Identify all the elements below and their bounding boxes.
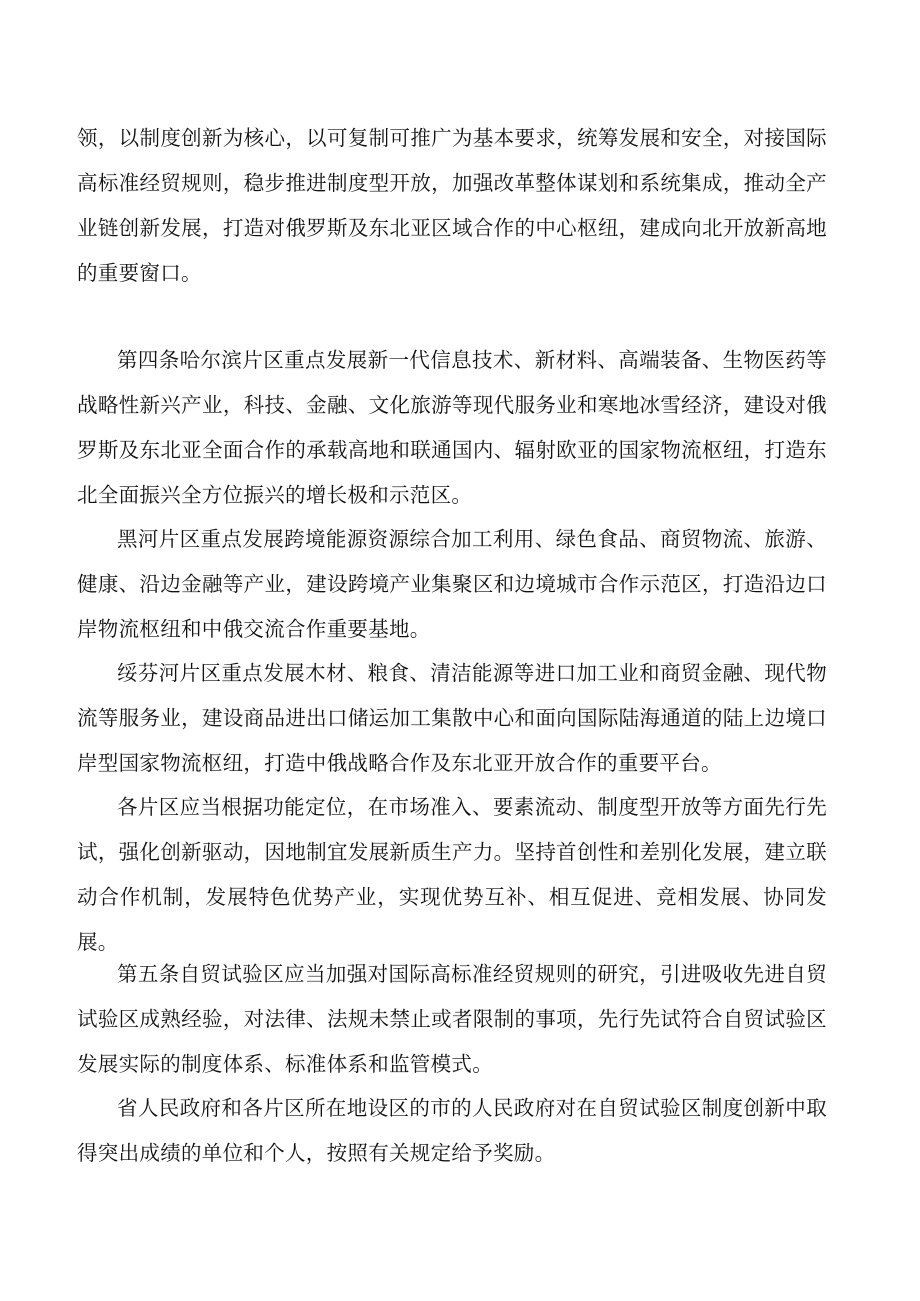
paragraph-article-5: 第五条自贸试验区应当加强对国际高标准经贸规则的研究，引进吸收先进自贸试验区成熟经验，对法律、法规未禁止或者限制的事项，先行先试符合自贸试验区发展实际的制度体系、标准体系和监管模式。 [77, 962, 827, 1076]
paragraph-continuation: 领，以制度创新为核心，以可复制可推广为基本要求，统筹发展和安全，对接国际高标准经贸规则，稳步推进制度型开放，加强改革整体谋划和系统集成，推动全产业链创新发展，打造对俄罗斯及东北亚区域合作的中心枢纽，建成向北开放新高地的重要窗口。 [77, 126, 827, 285]
paragraph-suifenhe: 绥芬河片区重点发展木材、粮食、清洁能源等进口加工业和商贸金融、现代物流等服务业，建设商品进出口储运加工集散中心和面向国际陆海通道的陆上边境口岸型国家物流枢纽，打造中俄战略合作及东北亚开放合作的重要平台。 [77, 661, 827, 775]
paragraph-article-4-harbin: 第四条哈尔滨片区重点发展新一代信息技术、新材料、高端装备、生物医药等战略性新兴产业，科技、金融、文化旅游等现代服务业和寒地冰雪经济，建设对俄罗斯及东北亚全面合作的承载高地和联通国内、辐射欧亚的国家物流枢纽，打造东北全面振兴全方位振兴的增长极和示范区。 [77, 348, 827, 507]
paragraph-rewards: 省人民政府和各片区所在地设区的市的人民政府对在自贸试验区制度创新中取得突出成绩的单位和个人，按照有关规定给予奖励。 [77, 1096, 827, 1165]
paragraph-all-areas: 各片区应当根据功能定位，在市场准入、要素流动、制度型开放等方面先行先试，强化创新驱动，因地制宜发展新质生产力。坚持首创性和差别化发展，建立联动合作机制，发展特色优势产业，实现优势互补、相互促进、竞相发展、协同发展。 [77, 795, 827, 954]
paragraph-heihe: 黑河片区重点发展跨境能源资源综合加工利用、绿色食品、商贸物流、旅游、健康、沿边金融等产业，建设跨境产业集聚区和边境城市合作示范区，打造沿边口岸物流枢纽和中俄交流合作重要基地。 [77, 527, 827, 641]
